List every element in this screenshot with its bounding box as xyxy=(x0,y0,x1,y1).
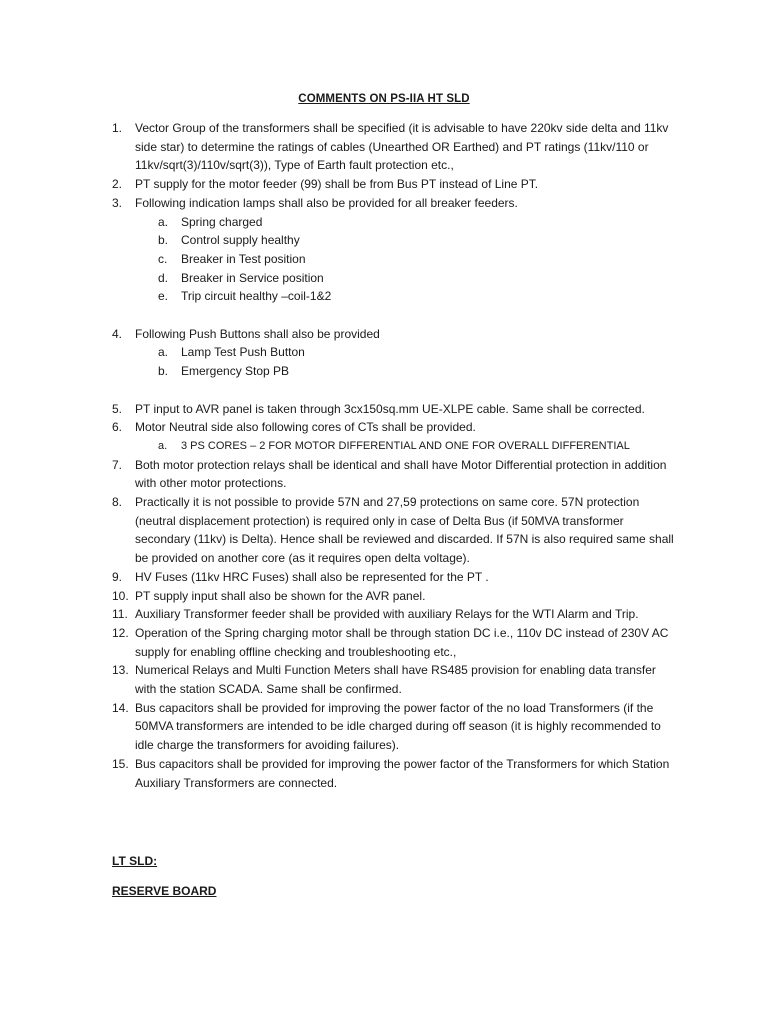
item-number: 9. xyxy=(112,569,123,584)
item-text: Vector Group of the transformers shall be specified (it is advisable to have 220kv side delta and 11kv side star) to determine the ratings of cables (Unearthed OR Earthed) and PT ratings (11kv/110 or 11kv/sqrt(3)/110v/sqrt(3)), Type of Earth fault protection etc., xyxy=(135,121,669,173)
list-item-3 xyxy=(0,194,768,213)
item-text: Following indication lamps shall also be provided for all breaker feeders. xyxy=(135,195,518,210)
item-text: PT supply input shall also be shown for the AVR panel. xyxy=(135,588,426,603)
sub-item-letter: a. xyxy=(158,439,168,452)
item-number: 4. xyxy=(112,326,123,341)
sub-item-text: Lamp Test Push Button xyxy=(181,345,305,360)
sub-item-letter: c. xyxy=(158,251,168,266)
list-item-14 xyxy=(0,699,768,755)
sub-item-3c xyxy=(0,250,768,269)
item-number: 5. xyxy=(112,401,123,416)
list-item-6 xyxy=(0,418,768,437)
sub-item-3e xyxy=(0,287,768,306)
item-text: Both motor protection relays shall be identical and shall have Motor Differential protection in addition with other motor protections. xyxy=(135,457,667,491)
reserve-board-heading: RESERVE BOARD xyxy=(112,884,217,898)
item-text: HV Fuses (11kv HRC Fuses) shall also be represented for the PT . xyxy=(135,569,489,584)
sub-item-3b xyxy=(0,231,768,250)
sub-item-letter: e. xyxy=(158,289,169,304)
item-number: 13. xyxy=(112,663,129,678)
item-text: Operation of the Spring charging motor shall be through station DC i.e., 110v DC instead of 230V AC supply for enabling offline checking and troubleshooting etc., xyxy=(135,625,669,659)
sub-item-letter: a. xyxy=(158,214,169,229)
list-item-15 xyxy=(0,755,768,792)
list-item-9 xyxy=(0,568,768,587)
spacer xyxy=(0,381,768,400)
list-item-2 xyxy=(0,175,768,194)
sub-item-letter: d. xyxy=(158,270,169,285)
item-number: 15. xyxy=(112,756,129,771)
sub-item-text: Emergency Stop PB xyxy=(181,364,290,379)
sub-item-6a xyxy=(0,437,768,456)
list-item-4 xyxy=(0,325,768,344)
item-text: Auxiliary Transformer feeder shall be provided with auxiliary Relays for the WTI Alarm and Trip. xyxy=(135,607,639,622)
item-number: 8. xyxy=(112,495,123,510)
item-text: PT input to AVR panel is taken through 3cx150sq.mm UE-XLPE cable. Same shall be corrected. xyxy=(135,401,645,416)
lt-sld-heading: LT SLD: xyxy=(112,854,158,868)
sub-item-text: Spring charged xyxy=(181,214,263,229)
item-number: 3. xyxy=(112,195,123,210)
item-number: 12. xyxy=(112,625,129,640)
list-item-8 xyxy=(0,493,768,568)
list-item-10 xyxy=(0,587,768,606)
sub-item-letter: b. xyxy=(158,364,169,379)
list-item-1 xyxy=(0,119,768,175)
item-number: 14. xyxy=(112,700,129,715)
list-item-5 xyxy=(0,400,768,419)
item-text: Bus capacitors shall be provided for improving the power factor of the Transformers for which Station Auxiliary Transformers are connected. xyxy=(135,756,670,790)
list-item-13 xyxy=(0,661,768,698)
sub-item-text: Trip circuit healthy –coil-1&2 xyxy=(181,289,332,304)
item-number: 7. xyxy=(112,457,123,472)
sub-item-text: Control supply healthy xyxy=(181,233,300,248)
document-title: COMMENTS ON PS-IIA HT SLD xyxy=(298,93,470,105)
item-number: 10. xyxy=(112,588,129,603)
spacer xyxy=(0,306,768,325)
sub-item-text: Breaker in Service position xyxy=(181,270,324,285)
item-text: Numerical Relays and Multi Function Meters shall have RS485 provision for enabling data transfer with the station SCADA. Same shall be confirmed. xyxy=(135,663,656,697)
item-number: 11. xyxy=(112,607,128,622)
sub-item-text: 3 PS CORES – 2 FOR MOTOR DIFFERENTIAL AND ONE FOR OVERALL DIFFERENTIAL xyxy=(181,439,630,452)
sub-item-letter: b. xyxy=(158,233,169,248)
item-text: Following Push Buttons shall also be provided xyxy=(135,326,380,341)
sub-item-letter: a. xyxy=(158,345,169,360)
item-text: PT supply for the motor feeder (99) shall be from Bus PT instead of Line PT. xyxy=(135,177,539,192)
comments-list xyxy=(0,119,768,792)
item-number: 6. xyxy=(112,420,123,435)
sub-item-text: Breaker in Test position xyxy=(181,251,306,266)
sub-item-4a xyxy=(0,343,768,362)
list-item-7 xyxy=(0,456,768,493)
item-text: Bus capacitors shall be provided for improving the power factor of the no load Transformers (if the 50MVA transformers are intended to be idle charged during off season (it is highly recommended to idle charge the transformers for avoiding failures). xyxy=(135,700,661,753)
sub-item-3d xyxy=(0,269,768,288)
item-number: 1. xyxy=(112,121,123,135)
item-text: Motor Neutral side also following cores of CTs shall be provided. xyxy=(135,420,476,435)
sub-item-4b xyxy=(0,362,768,381)
item-number: 2. xyxy=(112,177,123,192)
item-text: Practically it is not possible to provide 57N and 27,59 protections on same core. 57N protection (neutral displacement protection) is required only in case of Delta Bus (if 50MVA transformer secondary (11kv) is Delta). Hence shall be reviewed and discarded. If 57N is also required same shall be provided on another core (as it requires open delta voltage). xyxy=(135,495,674,566)
sub-item-3a xyxy=(0,213,768,232)
list-item-12 xyxy=(0,624,768,661)
list-item-11 xyxy=(0,605,768,624)
